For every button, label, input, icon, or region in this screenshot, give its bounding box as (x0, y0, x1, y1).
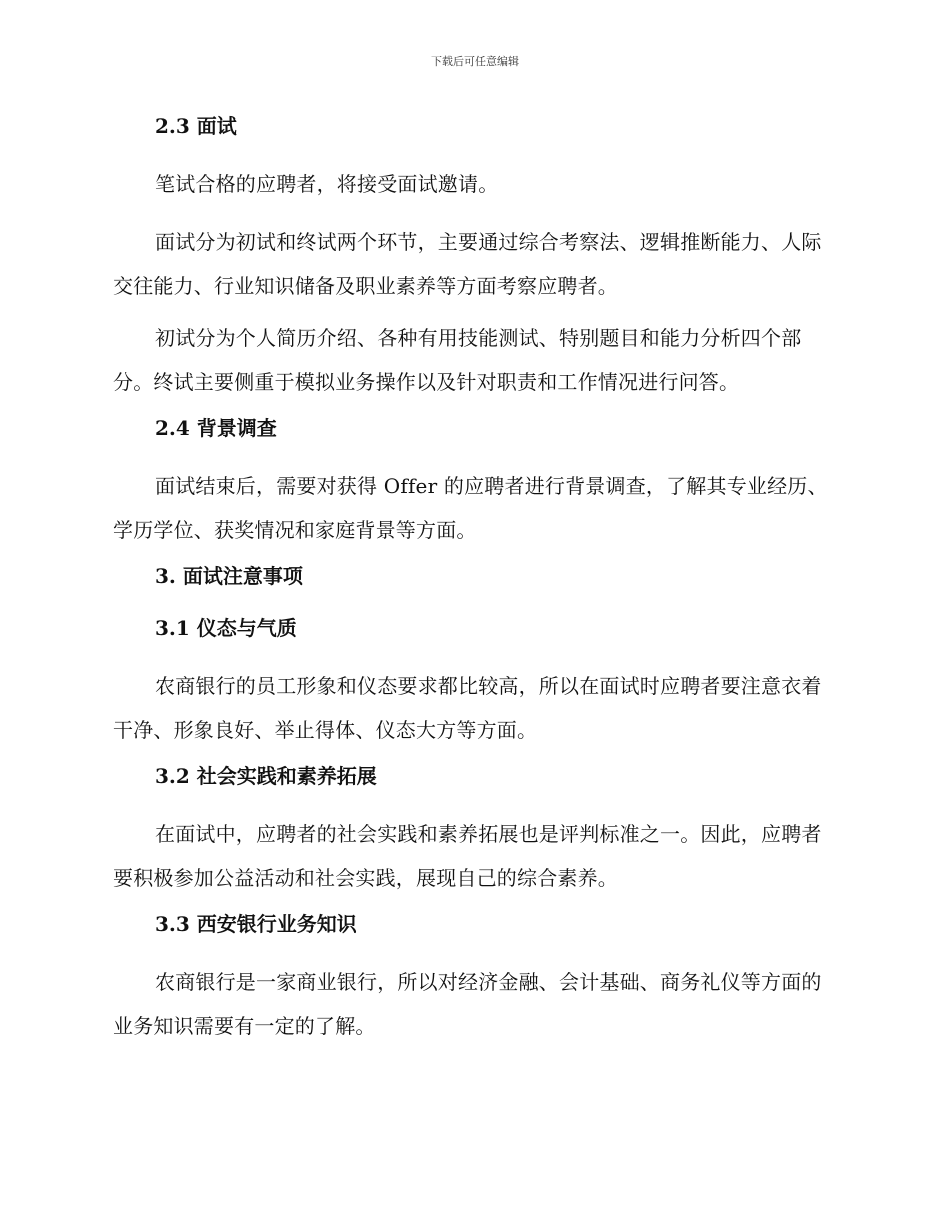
page-header-note: 下载后可任意编辑 (431, 55, 519, 68)
paragraph: 面试结束后，需要对获得 Offer 的应聘者进行背景调查，了解其专业经历、学历学位、获奖情况和家庭背景等方面。 (113, 474, 828, 542)
section-heading-3-3: 3.3 西安银行业务知识 (155, 912, 357, 936)
paragraph: 面试分为初试和终试两个环节，主要通过综合考察法、逻辑推断能力、人际交往能力、行业知识储备及职业素养等方面考察应聘者。 (113, 230, 822, 298)
document-body (113, 110, 838, 1056)
paragraph: 笔试合格的应聘者，将接受面试邀请。 (155, 172, 499, 196)
paragraph: 在面试中，应聘者的社会实践和素养拓展也是评判标准之一。因此，应聘者要积极参加公益活动和社会实践，展现自己的综合素养。 (113, 822, 822, 890)
paragraph: 初试分为个人简历介绍、各种有用技能测试、特别题目和能力分析四个部分。终试主要侧重于模拟业务操作以及针对职责和工作情况进行问答。 (113, 326, 802, 394)
paragraph: 农商银行是一家商业银行，所以对经济金融、会计基础、商务礼仪等方面的业务知识需要有一定的了解。 (113, 970, 822, 1038)
paragraph: 农商银行的员工形象和仪态要求都比较高，所以在面试时应聘者要注意衣着干净、形象良好、举止得体、仪态大方等方面。 (113, 674, 822, 742)
section-heading-2-4: 2.4 背景调查 (155, 416, 277, 440)
section-heading-2-3: 2.3 面试 (155, 114, 237, 138)
section-heading-3: 3. 面试注意事项 (155, 564, 303, 588)
section-heading-3-2: 3.2 社会实践和素养拓展 (155, 764, 377, 788)
section-heading-3-1: 3.1 仪态与气质 (155, 616, 297, 640)
